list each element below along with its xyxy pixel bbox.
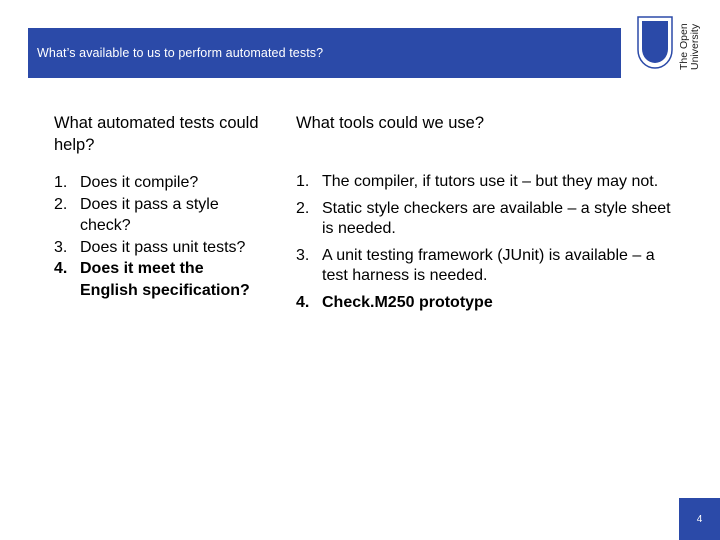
left-column [54, 112, 259, 301]
title-bar [28, 28, 621, 78]
list-text: A unit testing framework (JUnit) is available – a test harness is needed. [322, 247, 655, 284]
list-number: 4. [296, 294, 310, 311]
university-shield-icon [637, 16, 673, 70]
list-number: 1. [296, 173, 310, 190]
page-number: 4 [696, 513, 703, 525]
logo-line-1: The Open [678, 23, 690, 70]
left-heading: What automated tests could help? [54, 114, 259, 154]
list-text: Does it compile? [80, 174, 199, 191]
slide-title: What’s available to us to perform automated tests? [37, 46, 324, 60]
logo-wordmark [679, 23, 701, 70]
left-list [54, 172, 259, 301]
list-item [54, 237, 259, 259]
list-text: Does it meet the English specification? [80, 260, 250, 299]
logo-line-2: University [689, 23, 701, 70]
list-item [54, 172, 259, 194]
list-number: 2. [54, 195, 68, 213]
list-number: 2. [296, 200, 310, 217]
page-number-badge [679, 498, 720, 540]
list-item [54, 258, 259, 301]
list-text: Does it pass a style check? [80, 195, 219, 234]
list-number: 3. [54, 238, 68, 256]
open-university-logo [633, 12, 713, 74]
right-heading: What tools could we use? [296, 114, 485, 132]
list-text: The compiler, if tutors use it – but they may not. [322, 173, 659, 190]
list-text: Static style checkers are available – a style sheet is needed. [322, 200, 671, 237]
list-item [54, 194, 259, 237]
list-number: 1. [54, 174, 68, 191]
list-item [296, 246, 681, 286]
right-list [296, 172, 681, 313]
list-text: Check.M250 prototype [322, 294, 493, 311]
right-column [296, 112, 681, 320]
list-text: Does it pass unit tests? [80, 238, 246, 256]
list-item [296, 293, 681, 313]
list-item [296, 199, 681, 239]
list-item [296, 172, 681, 192]
list-number: 4. [54, 260, 68, 277]
list-number: 3. [296, 247, 310, 264]
